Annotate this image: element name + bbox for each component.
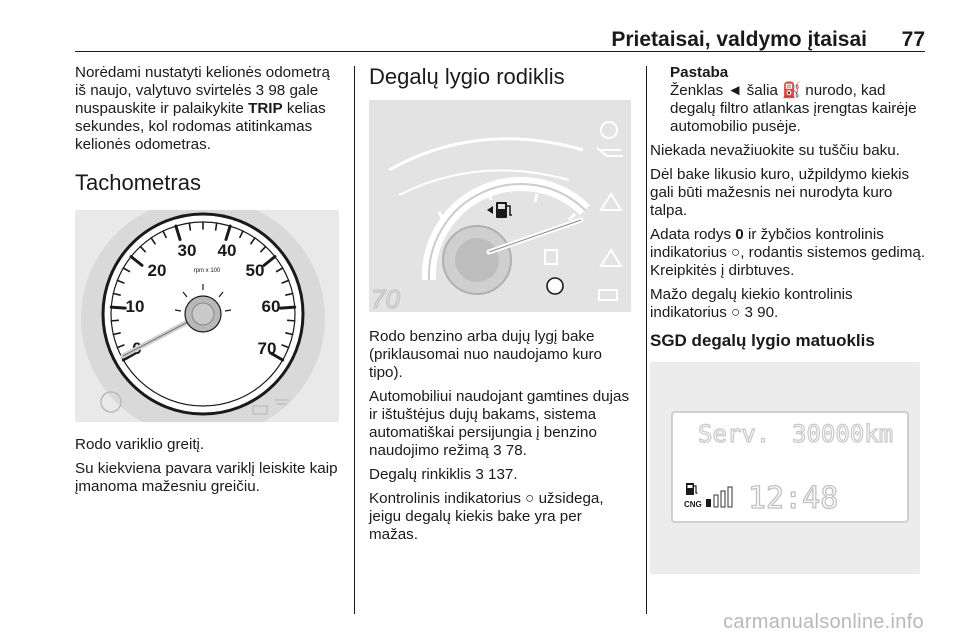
tach-label-20: 20: [147, 261, 167, 280]
fuel-gauge-figure: [369, 100, 631, 312]
tach-label-60: 60: [261, 297, 281, 316]
fill-quantity-paragraph: Dėl bake likusio kuro, užpildymo kiekis gali būti mažesnis nei nurodyta kuro talpa.: [650, 166, 910, 219]
column-3: [650, 64, 930, 574]
tach-label-30: 30: [177, 241, 197, 260]
tach-unit: rpm x 100: [193, 268, 221, 274]
serv-text: Serv.: [698, 420, 771, 448]
page-header: [75, 26, 925, 52]
gear-advice: Su kiekviena pavara variklį leiskite kaip įmanoma mažesniu greičiu.: [75, 460, 338, 495]
clock-text: 12:48: [748, 481, 839, 516]
tachometer-desc: Rodo variklio greitį.: [75, 436, 205, 453]
tachometer-illustration: [75, 210, 339, 422]
tachometer-heading: Tachometras: [75, 170, 201, 195]
column-divider-1: [354, 66, 355, 614]
cng-label: CNG: [684, 500, 702, 509]
indicator-icon: ○: [525, 490, 535, 507]
column-divider-2: [646, 66, 647, 614]
trip-reset-paragraph: Norėdami nustatyti kelionės odometrą iš naujo, valytuvo svirtelės 3 98 gale nuspauskite ir palaikykite TRIP kelias sekundes, kol rodomas atitinkamas kelionės odometras.: [75, 64, 330, 153]
gas-switch-paragraph: Automobiliui naudojant gamtines dujas ir ištuštėjus dujų bakams, sistema automatiškai persijungia į benzino naudojimo režimą 3 78.: [369, 388, 630, 459]
ref-arrow-icon: 3: [493, 442, 502, 459]
indicator-icon: ○: [731, 304, 741, 321]
column-1: [75, 64, 345, 502]
ref-arrow-icon: 3: [744, 304, 753, 321]
low-fuel-paragraph: Mažo degalų kiekio kontrolinis indikatorius ○ 3 90.: [650, 286, 853, 321]
tachometer-figure: [75, 210, 339, 422]
tach-tick: [111, 307, 125, 308]
tach-label-50: 50: [245, 261, 265, 280]
fault-paragraph: Adata rodys 0 ir žybčios kontrolinis indikatorius ○, rodantis sistemos gedimą. Kreipkitės į dirbtuves.: [650, 226, 926, 279]
tach-tick: [189, 223, 190, 230]
tach-tick: [288, 320, 295, 321]
tach-label-40: 40: [217, 241, 237, 260]
tach-label-70: 70: [257, 339, 277, 358]
empty-tank-warning: Niekada nevažiuokite su tuščiu baku.: [650, 142, 900, 159]
header-rule: [75, 51, 925, 52]
note-text: Ženklas ◄ šalia ⛽ nurodo, kad degalų filtro atlankas įrengtas kairėje automobilio pusėje.: [670, 82, 917, 135]
note-title: Pastaba: [670, 64, 729, 81]
sgd-display-illustration: [650, 362, 920, 574]
fuel-gauge-illustration: [369, 100, 631, 312]
tach-label-10: 10: [125, 297, 145, 316]
ref-arrow-icon: 3: [255, 82, 265, 99]
odometer-km-text: 30000km: [792, 420, 894, 448]
tach-tick: [281, 307, 295, 308]
tach-tick: [216, 223, 217, 230]
fuel-gauge-heading: Degalų lygio rodiklis: [369, 64, 565, 89]
speedo-70-label: 70: [371, 284, 400, 312]
note-box: [650, 64, 930, 136]
tach-tick: [111, 320, 118, 321]
sgd-display-figure: [650, 362, 920, 574]
sgd-gauge-heading: SGD degalų lygio matuoklis: [650, 331, 875, 350]
header-title: Prietaisai, valdymo įtaisai: [611, 28, 867, 51]
low-fuel-indicator-icon: [547, 278, 563, 294]
trip-keyword: TRIP: [248, 100, 283, 117]
fuel-gauge-desc: Rodo benzino arba dujų lygį bake (priklausomai nuo naudojamo kuro tipo).: [369, 328, 603, 381]
indicator-icon: ○: [731, 244, 741, 261]
ref-arrow-icon: 3: [475, 466, 484, 483]
watermark: carmanualsonline.info: [723, 611, 924, 633]
column-2: [369, 64, 631, 550]
arrow-left-icon: ◄: [727, 82, 743, 99]
fuel-pump-icon: ⛽: [782, 82, 802, 99]
warning-light-paragraph: Kontrolinis indikatorius ○ užsidega, jeigu degalų kiekis bake yra per mažas.: [369, 490, 604, 543]
page-number: 77: [901, 28, 925, 51]
fuel-selector-paragraph: Degalų rinkiklis 3 137.: [369, 466, 518, 483]
